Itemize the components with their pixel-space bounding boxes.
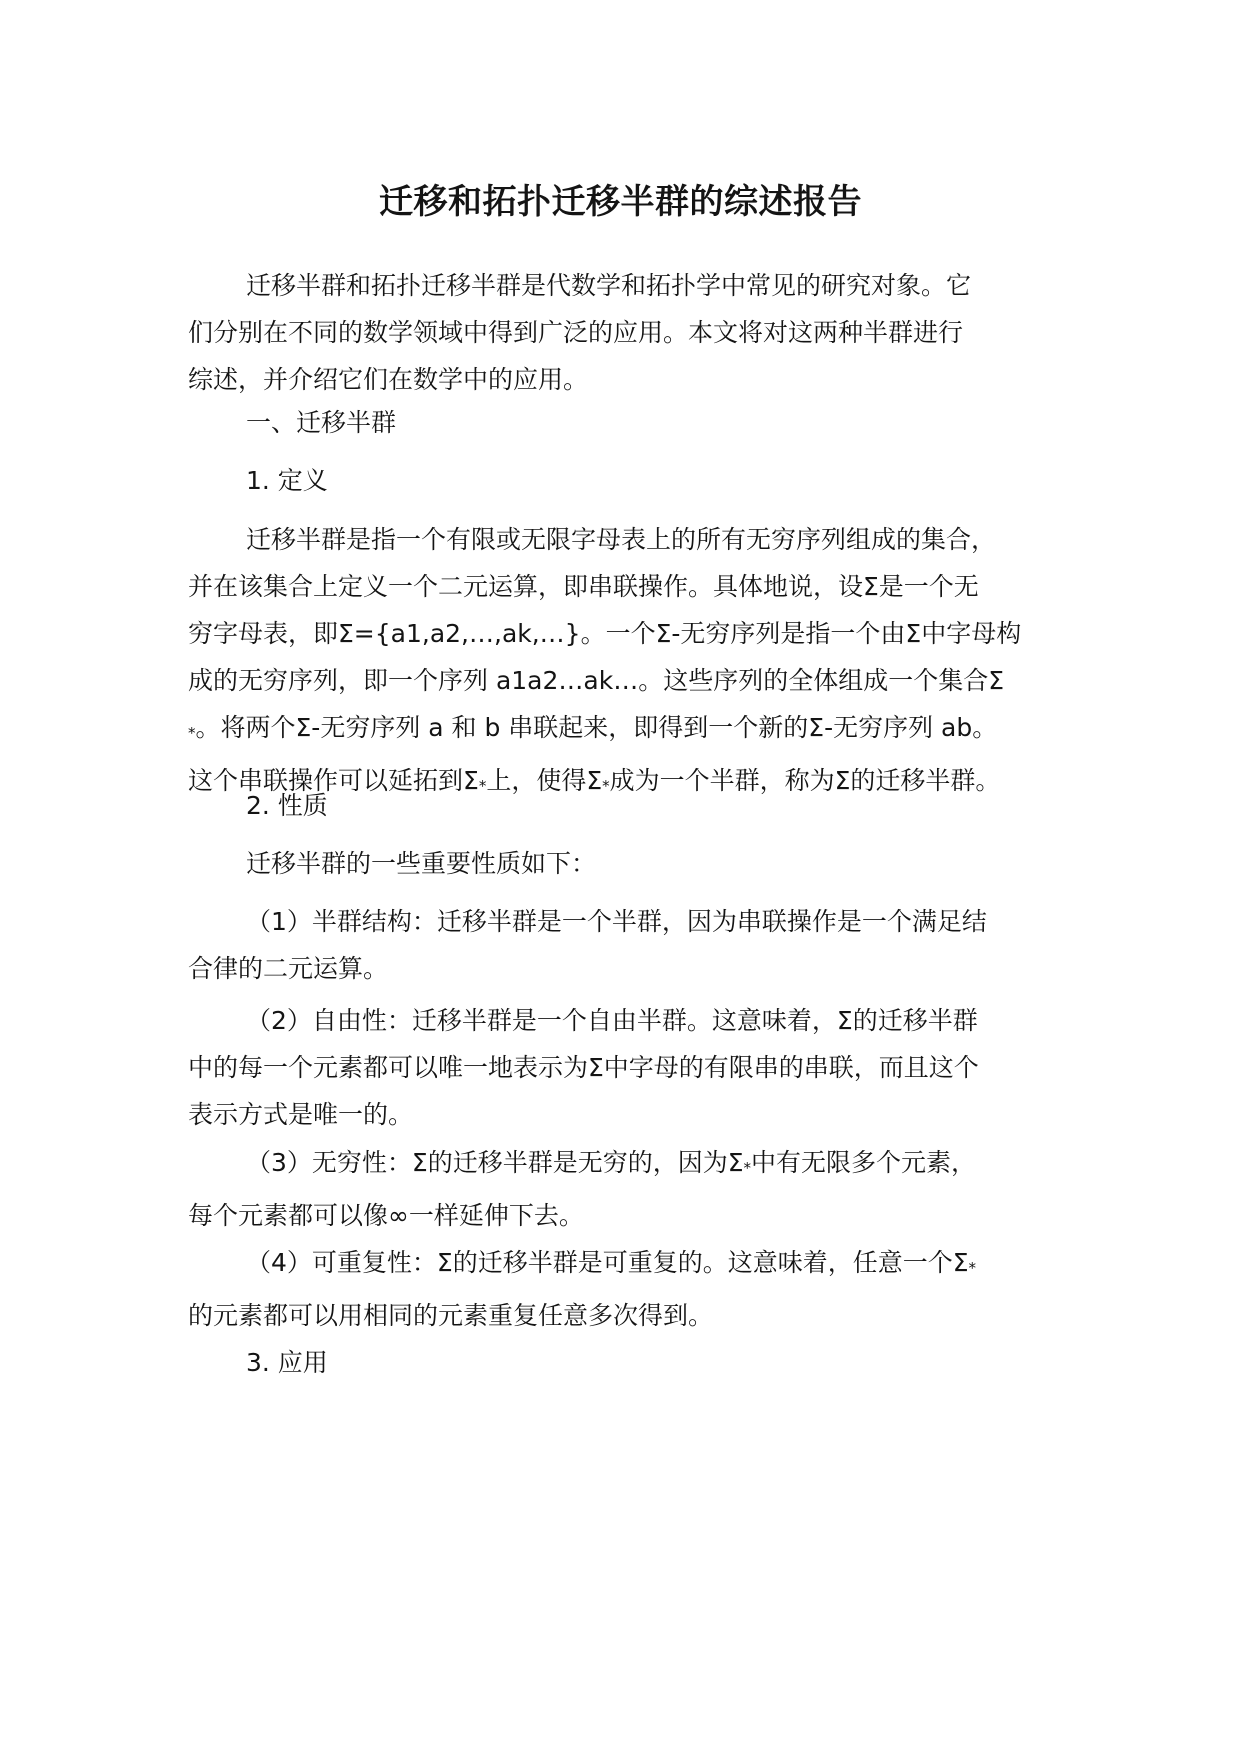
subsection-heading-text: 2. 性质 — [246, 791, 328, 820]
kleene-star: * — [478, 777, 487, 795]
definition-line-text: 。将两个Σ-无穷序列 a 和 b 串联起来，即得到一个新的Σ-无穷序列 ab。 — [195, 713, 998, 742]
kleene-star: * — [602, 777, 610, 795]
kleene-star: * — [743, 1159, 751, 1177]
definition-line-text: 这个串联操作可以延拓到Σ — [188, 766, 479, 795]
document-title: 迁移和拓扑迁移半群的综述报告 — [379, 182, 862, 222]
property-item-3 — [188, 1139, 1068, 1239]
property-line: 的元素都可以用相同的元素重复任意多次得到。 — [188, 1301, 714, 1330]
property-item-1 — [188, 898, 1068, 992]
subsection-heading-definition — [188, 457, 1068, 504]
property-line-text: （3）无穷性：Σ的迁移半群是无穷的，因为Σ — [246, 1148, 744, 1177]
section-heading — [188, 399, 1068, 446]
property-line: 每个元素都可以像∞一样延伸下去。 — [188, 1201, 584, 1230]
property-line: （1）半群结构：迁移半群是一个半群，因为串联操作是一个满足结 — [246, 907, 987, 936]
property-line — [188, 1139, 1068, 1192]
intro-line: 迁移半群和拓扑迁移半群是代数学和拓扑学中常见的研究对象。它 — [246, 271, 972, 300]
subsection-heading-text: 3. 应用 — [246, 1348, 328, 1377]
definition-line-text: 成为一个半群，称为Σ的迁移半群。 — [609, 766, 1001, 795]
intro-paragraph — [188, 262, 1068, 403]
definition-line: 并在该集合上定义一个二元运算，即串联操作。具体地说，设Σ是一个无 — [188, 572, 979, 601]
subsection-heading-text: 1. 定义 — [246, 466, 328, 495]
intro-line: 们分别在不同的数学领域中得到广泛的应用。本文将对这两种半群进行 — [188, 318, 964, 347]
kleene-star: * — [968, 1259, 976, 1277]
definition-line-text: 上，使得Σ — [486, 766, 603, 795]
definition-line — [188, 704, 1068, 757]
property-line-text: 中有无限多个元素， — [751, 1148, 977, 1177]
definition-line: 穷字母表，即Σ={a1,a2,…,ak,…}。一个Σ-无穷序列是指一个由Σ中字母构 — [188, 619, 1022, 648]
property-item-2 — [188, 997, 1068, 1138]
property-line-text: （4）可重复性：Σ的迁移半群是可重复的。这意味着，任意一个Σ — [246, 1248, 969, 1277]
properties-intro — [188, 840, 1068, 887]
definition-line: 迁移半群是指一个有限或无限字母表上的所有无穷序列组成的集合， — [246, 525, 997, 554]
property-line: 中的每一个元素都可以唯一地表示为Σ中字母的有限串的串联，而且这个 — [188, 1053, 979, 1082]
definition-line: 成的无穷序列，即一个序列 a1a2…ak…。这些序列的全体组成一个集合Σ — [188, 666, 1004, 695]
property-item-4 — [188, 1239, 1068, 1339]
subsection-heading-applications — [188, 1339, 1068, 1386]
property-line: （2）自由性：迁移半群是一个自由半群。这意味着，Σ的迁移半群 — [246, 1006, 978, 1035]
intro-line: 综述，并介绍它们在数学中的应用。 — [188, 365, 589, 394]
kleene-star: * — [188, 724, 196, 742]
property-line — [188, 1239, 1068, 1292]
property-line: 表示方式是唯一的。 — [188, 1100, 414, 1129]
properties-intro-text: 迁移半群的一些重要性质如下： — [246, 849, 597, 878]
property-line: 合律的二元运算。 — [188, 954, 389, 983]
subsection-heading-properties — [188, 782, 1068, 829]
section-heading-text: 一、迁移半群 — [246, 408, 397, 437]
definition-paragraph — [188, 516, 1068, 810]
